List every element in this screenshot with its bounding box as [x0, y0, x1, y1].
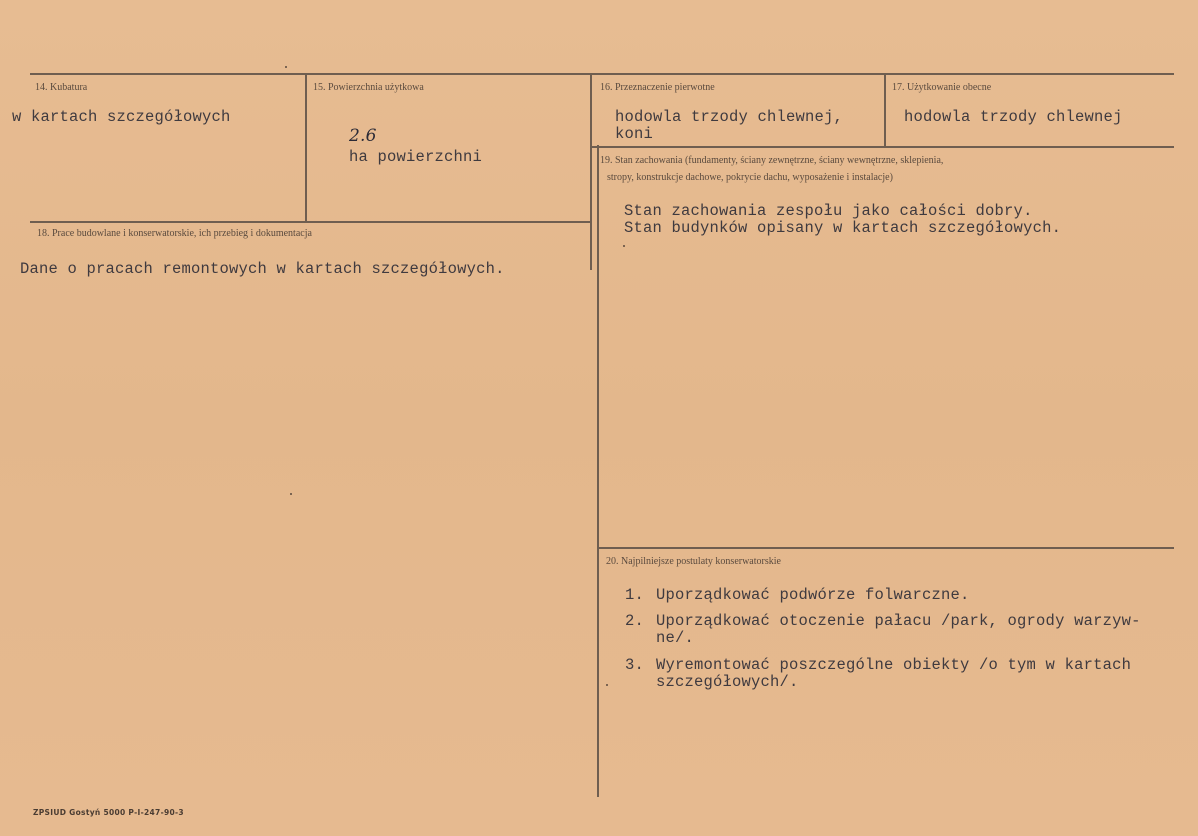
- stan-line1: Stan zachowania zespołu jako całości dobry.: [624, 202, 1033, 220]
- przeznaczenie-label: 16. Przeznaczenie pierwotne: [600, 82, 715, 93]
- kubatura-value: w kartach szczegółowych: [12, 108, 231, 126]
- rule-above-18: [30, 221, 591, 223]
- stan-label-line1: 19. Stan zachowania (fundamenty, ściany zewnętrzne, ściany wewnętrzne, sklepienia,: [600, 155, 944, 166]
- prace-value: Dane o pracach remontowych w kartach szczegółowych.: [20, 260, 505, 278]
- divider-16-17: [884, 74, 886, 146]
- postulat-3-line2: szczegółowych/.: [656, 673, 799, 691]
- postulat-3-num: 3.: [625, 656, 645, 674]
- stan-label-line2: stropy, konstrukcje dachowe, pokrycie dachu, wyposażenie i instalacje): [607, 172, 893, 183]
- uzytkowanie-label: 17. Użytkowanie obecne: [892, 82, 992, 93]
- uzytkowanie-value: hodowla trzody chlewnej: [904, 108, 1123, 126]
- paper-speck: [606, 684, 608, 686]
- paper-speck: [285, 66, 287, 68]
- paper-speck: [290, 493, 292, 495]
- postulaty-label: 20. Najpilniejsze postulaty konserwatorskie: [606, 556, 781, 567]
- powierzchnia-value: ha powierzchni: [349, 148, 483, 166]
- postulat-2-line1: Uporządkować otoczenie pałacu /park, ogrody warzyw-: [656, 612, 1141, 630]
- rule-above-19: [591, 146, 1174, 148]
- postulat-1-line1: Uporządkować podwórze folwarczne.: [656, 586, 970, 604]
- przeznaczenie-line2: koni: [615, 125, 654, 143]
- print-footer: ZPSIUD Gostyń 5000 P-I-247-90-3: [33, 808, 184, 817]
- divider-15-16: [590, 74, 592, 270]
- postulat-2-num: 2.: [625, 612, 645, 630]
- powierzchnia-handwritten: 2.6: [349, 126, 377, 146]
- postulat-3-line1: Wyremontować poszczególne obiekty /o tym w kartach: [656, 656, 1132, 674]
- przeznaczenie-line1: hodowla trzody chlewnej,: [615, 108, 844, 126]
- divider-left-right: [597, 145, 599, 797]
- prace-label: 18. Prace budowlane i konserwatorskie, ich przebieg i dokumentacja: [37, 228, 312, 239]
- powierzchnia-label: 15. Powierzchnia użytkowa: [313, 82, 424, 93]
- kubatura-label: 14. Kubatura: [35, 82, 88, 93]
- divider-14-15: [305, 74, 307, 222]
- postulat-1-num: 1.: [625, 586, 645, 604]
- paper-speck: [623, 245, 625, 247]
- top-rule: [30, 73, 1174, 75]
- powierzchnia-entry: [311, 106, 482, 187]
- stan-line2: Stan budynków opisany w kartach szczegółowych.: [624, 219, 1062, 237]
- rule-above-20: [598, 547, 1174, 549]
- postulat-2-line2: ne/.: [656, 629, 695, 647]
